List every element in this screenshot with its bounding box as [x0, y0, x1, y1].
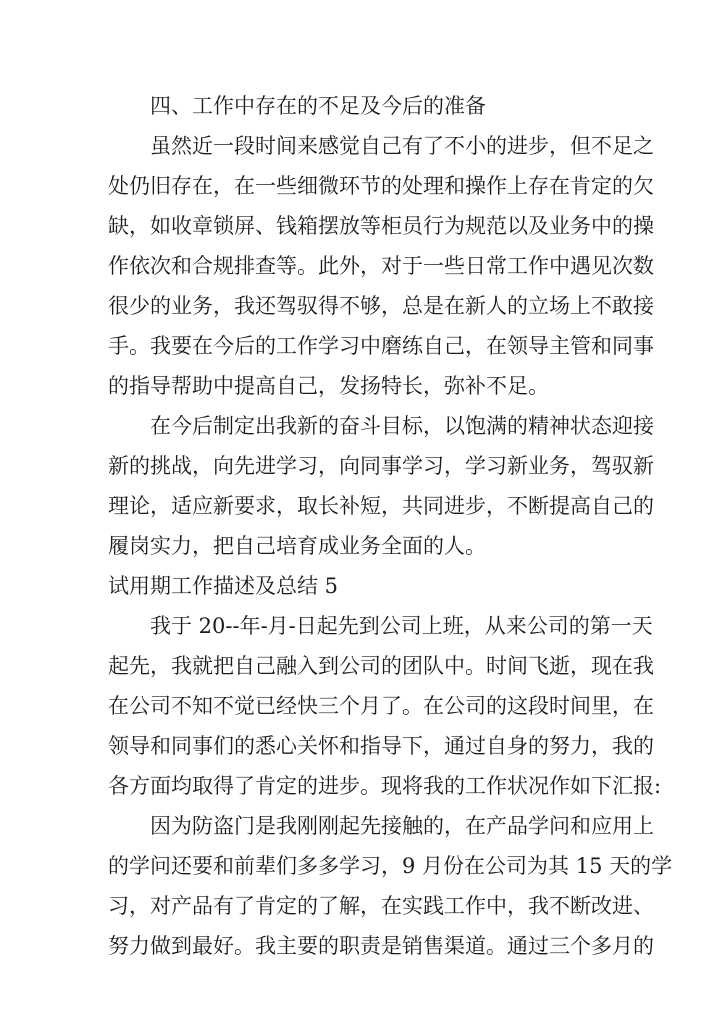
- paragraph-line: 在公司不知不觉已经快三个月了。在公司的这段时间里，在: [108, 694, 654, 718]
- paragraph-line: 缺，如收章锁屏、钱箱摆放等柜员行为规范以及业务中的操: [108, 214, 654, 238]
- paragraph-line: 习，对产品有了肯定的了解，在实践工作中，我不断改进、: [108, 894, 654, 918]
- paragraph-line: 各方面均取得了肯定的进步。现将我的工作状况作如下汇报:: [108, 774, 662, 798]
- paragraph-line: 我于 20--年-月-日起先到公司上班，从来公司的第一天: [150, 614, 653, 638]
- section-heading: 四、工作中存在的不足及今后的准备: [150, 94, 486, 118]
- article-title: 试用期工作描述及总结 5: [108, 574, 339, 598]
- paragraph-line: 在今后制定出我新的奋斗目标，以饱满的精神状态迎接: [150, 414, 654, 438]
- paragraph-line: 手。我要在今后的工作学习中磨练自己，在领导主管和同事: [108, 334, 654, 358]
- paragraph-line: 努力做到最好。我主要的职责是销售渠道。通过三个多月的: [108, 934, 654, 958]
- paragraph-line: 作依次和合规排查等。此外，对于一些日常工作中遇见次数: [108, 254, 654, 278]
- paragraph-line: 领导和同事们的悉心关怀和指导下，通过自身的努力，我的: [108, 734, 654, 758]
- paragraph-line: 的指导帮助中提高自己，发扬特长，弥补不足。: [108, 374, 549, 398]
- paragraph-line: 新的挑战，向先进学习，向同事学习，学习新业务，驾驭新: [108, 454, 654, 478]
- paragraph-line: 因为防盗门是我刚刚起先接触的，在产品学问和应用上: [150, 814, 654, 838]
- paragraph-line: 处仍旧存在，在一些细微环节的处理和操作上存在肯定的欠: [108, 174, 654, 198]
- paragraph-line: 起先，我就把自己融入到公司的团队中。时间飞逝，现在我: [108, 654, 654, 678]
- paragraph-line: 虽然近一段时间来感觉自己有了不小的进步，但不足之: [150, 134, 654, 158]
- paragraph-line: 理论，适应新要求，取长补短，共同进步，不断提高自己的: [108, 494, 654, 518]
- paragraph-line: 很少的业务，我还驾驭得不够，总是在新人的立场上不敢接: [108, 294, 654, 318]
- paragraph-line: 履岗实力，把自己培育成业务全面的人。: [108, 534, 486, 558]
- paragraph-line: 的学问还要和前辈们多多学习，9 月份在公司为其 15 天的学: [108, 854, 673, 878]
